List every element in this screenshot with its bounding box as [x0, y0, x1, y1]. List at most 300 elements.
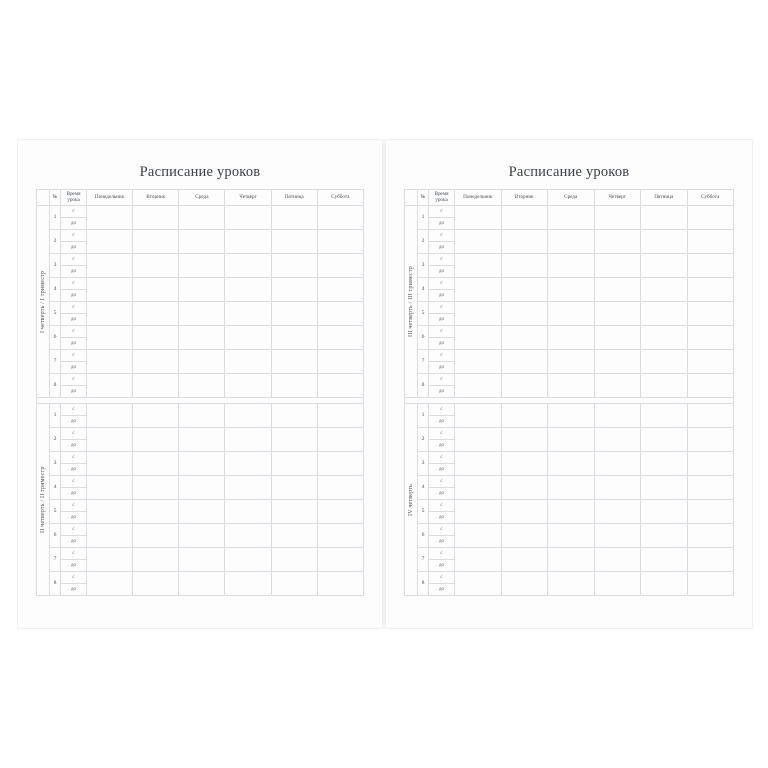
cell-saturday[interactable]: [687, 374, 734, 398]
cell-wednesday[interactable]: [548, 230, 595, 254]
lesson-number: 1: [418, 404, 429, 428]
lesson-number: 4: [50, 278, 61, 302]
time-from[interactable]: с: [61, 428, 87, 440]
table-row: [405, 404, 734, 416]
cell-monday[interactable]: [455, 278, 502, 302]
time-to[interactable]: до: [61, 338, 87, 350]
cell-tuesday[interactable]: [133, 404, 179, 428]
cell-saturday[interactable]: [687, 326, 734, 350]
cell-friday[interactable]: [271, 428, 317, 452]
time-from[interactable]: с: [61, 452, 87, 464]
cell-thursday[interactable]: [225, 404, 271, 428]
cell-tuesday[interactable]: [133, 572, 179, 596]
cell-thursday[interactable]: [225, 254, 271, 278]
cell-thursday[interactable]: [225, 500, 271, 524]
time-to[interactable]: до: [429, 242, 455, 254]
cell-friday[interactable]: [641, 350, 688, 374]
time-from[interactable]: с: [429, 404, 455, 416]
cell-tuesday[interactable]: [501, 206, 548, 230]
cell-monday[interactable]: [87, 350, 133, 374]
cell-thursday[interactable]: [594, 374, 641, 398]
cell-friday[interactable]: [271, 278, 317, 302]
cell-thursday[interactable]: [225, 452, 271, 476]
cell-wednesday[interactable]: [548, 350, 595, 374]
cell-wednesday[interactable]: [179, 374, 225, 398]
cell-wednesday[interactable]: [179, 428, 225, 452]
cell-saturday[interactable]: [317, 254, 363, 278]
cell-friday[interactable]: [271, 404, 317, 428]
cell-tuesday[interactable]: [133, 350, 179, 374]
cell-monday[interactable]: [455, 476, 502, 500]
cell-tuesday[interactable]: [133, 206, 179, 230]
cell-monday[interactable]: [455, 350, 502, 374]
cell-saturday[interactable]: [317, 278, 363, 302]
cell-tuesday[interactable]: [133, 230, 179, 254]
cell-thursday[interactable]: [225, 524, 271, 548]
cell-friday[interactable]: [641, 572, 688, 596]
cell-thursday[interactable]: [225, 326, 271, 350]
cell-friday[interactable]: [641, 302, 688, 326]
header-day-friday: Пятница: [641, 190, 688, 206]
time-to[interactable]: до: [429, 488, 455, 500]
table-row: [37, 254, 364, 266]
cell-saturday[interactable]: [687, 500, 734, 524]
cell-tuesday[interactable]: [501, 404, 548, 428]
cell-wednesday[interactable]: [548, 452, 595, 476]
time-to[interactable]: до: [429, 266, 455, 278]
cell-saturday[interactable]: [687, 254, 734, 278]
time-to[interactable]: до: [61, 512, 87, 524]
cell-wednesday[interactable]: [548, 572, 595, 596]
time-from[interactable]: с: [429, 374, 455, 386]
time-to[interactable]: до: [429, 314, 455, 326]
table-row: [405, 452, 734, 464]
cell-friday[interactable]: [271, 302, 317, 326]
table-row: [37, 476, 364, 488]
cell-friday[interactable]: [641, 500, 688, 524]
cell-friday[interactable]: [641, 524, 688, 548]
lesson-number: 8: [418, 572, 429, 596]
time-to[interactable]: до: [429, 464, 455, 476]
cell-friday[interactable]: [641, 326, 688, 350]
cell-saturday[interactable]: [687, 302, 734, 326]
cell-wednesday[interactable]: [179, 404, 225, 428]
cell-monday[interactable]: [87, 278, 133, 302]
table-row: [405, 500, 734, 512]
cell-friday[interactable]: [641, 428, 688, 452]
cell-wednesday[interactable]: [548, 278, 595, 302]
cell-tuesday[interactable]: [501, 500, 548, 524]
cell-wednesday[interactable]: [179, 206, 225, 230]
cell-monday[interactable]: [87, 476, 133, 500]
time-from[interactable]: с: [61, 374, 87, 386]
cell-thursday[interactable]: [225, 428, 271, 452]
cell-friday[interactable]: [271, 326, 317, 350]
cell-monday[interactable]: [455, 428, 502, 452]
time-to[interactable]: до: [429, 512, 455, 524]
time-from[interactable]: с: [61, 206, 87, 218]
header-lesson-time-line1: Время: [66, 190, 81, 197]
time-to[interactable]: до: [429, 338, 455, 350]
cell-tuesday[interactable]: [501, 524, 548, 548]
cell-tuesday[interactable]: [501, 230, 548, 254]
cell-wednesday[interactable]: [548, 476, 595, 500]
cell-tuesday[interactable]: [501, 452, 548, 476]
table-row: [37, 572, 364, 584]
time-to[interactable]: до: [61, 416, 87, 428]
cell-thursday[interactable]: [594, 476, 641, 500]
cell-tuesday[interactable]: [133, 326, 179, 350]
time-from[interactable]: с: [429, 524, 455, 536]
time-to[interactable]: до: [429, 362, 455, 374]
cell-thursday[interactable]: [594, 404, 641, 428]
cell-saturday[interactable]: [317, 476, 363, 500]
cell-tuesday[interactable]: [501, 326, 548, 350]
cell-wednesday[interactable]: [179, 500, 225, 524]
cell-thursday[interactable]: [594, 548, 641, 572]
lesson-number: 3: [418, 452, 429, 476]
cell-tuesday[interactable]: [133, 500, 179, 524]
time-to[interactable]: до: [61, 488, 87, 500]
cell-tuesday[interactable]: [501, 374, 548, 398]
cell-friday[interactable]: [641, 548, 688, 572]
cell-saturday[interactable]: [687, 524, 734, 548]
time-from[interactable]: с: [429, 428, 455, 440]
cell-saturday[interactable]: [687, 452, 734, 476]
cell-saturday[interactable]: [687, 428, 734, 452]
cell-wednesday[interactable]: [548, 500, 595, 524]
table-header-row-right: [405, 190, 734, 206]
cell-thursday[interactable]: [594, 278, 641, 302]
time-from[interactable]: с: [61, 476, 87, 488]
time-from[interactable]: с: [429, 206, 455, 218]
time-to[interactable]: до: [61, 584, 87, 596]
cell-wednesday[interactable]: [548, 524, 595, 548]
cell-monday[interactable]: [87, 428, 133, 452]
cell-thursday[interactable]: [594, 350, 641, 374]
time-to[interactable]: до: [429, 440, 455, 452]
table-row: [37, 230, 364, 242]
page-seam: [383, 140, 385, 628]
time-to[interactable]: до: [429, 290, 455, 302]
cell-saturday[interactable]: [317, 374, 363, 398]
time-from[interactable]: с: [61, 230, 87, 242]
cell-wednesday[interactable]: [548, 254, 595, 278]
cell-monday[interactable]: [87, 524, 133, 548]
time-from[interactable]: с: [429, 548, 455, 560]
cell-saturday[interactable]: [687, 548, 734, 572]
cell-wednesday[interactable]: [179, 572, 225, 596]
time-to[interactable]: до: [61, 440, 87, 452]
header-day-saturday: Суббота: [687, 190, 734, 206]
time-from[interactable]: с: [429, 476, 455, 488]
time-from[interactable]: с: [429, 230, 455, 242]
time-to[interactable]: до: [61, 290, 87, 302]
cell-saturday[interactable]: [687, 476, 734, 500]
table-row: [405, 230, 734, 242]
table-row: [405, 254, 734, 266]
time-from[interactable]: с: [61, 254, 87, 266]
table-row: [37, 374, 364, 386]
cell-saturday[interactable]: [317, 428, 363, 452]
table-row: [405, 326, 734, 338]
cell-thursday[interactable]: [594, 572, 641, 596]
cell-tuesday[interactable]: [501, 428, 548, 452]
cell-wednesday[interactable]: [548, 404, 595, 428]
time-from[interactable]: с: [429, 254, 455, 266]
cell-friday[interactable]: [271, 476, 317, 500]
cell-wednesday[interactable]: [179, 452, 225, 476]
lesson-number: 6: [418, 326, 429, 350]
cell-friday[interactable]: [271, 206, 317, 230]
cell-friday[interactable]: [271, 524, 317, 548]
time-to[interactable]: до: [429, 560, 455, 572]
cell-wednesday[interactable]: [548, 374, 595, 398]
cell-monday[interactable]: [87, 374, 133, 398]
time-to[interactable]: до: [61, 242, 87, 254]
time-from[interactable]: с: [429, 326, 455, 338]
cell-thursday[interactable]: [225, 476, 271, 500]
cell-monday[interactable]: [87, 326, 133, 350]
cell-tuesday[interactable]: [133, 374, 179, 398]
cell-thursday[interactable]: [225, 278, 271, 302]
lesson-number: 8: [418, 374, 429, 398]
cell-friday[interactable]: [641, 452, 688, 476]
cell-tuesday[interactable]: [501, 350, 548, 374]
cell-thursday[interactable]: [594, 206, 641, 230]
time-to[interactable]: до: [61, 314, 87, 326]
cell-thursday[interactable]: [225, 548, 271, 572]
cell-monday[interactable]: [87, 230, 133, 254]
table-row: [37, 500, 364, 512]
cell-monday[interactable]: [455, 230, 502, 254]
table-row: [37, 428, 364, 440]
lesson-number: 2: [50, 428, 61, 452]
cell-saturday[interactable]: [687, 350, 734, 374]
cell-tuesday[interactable]: [501, 476, 548, 500]
cell-saturday[interactable]: [317, 500, 363, 524]
cell-monday[interactable]: [87, 548, 133, 572]
schedule-table-left: [36, 189, 364, 596]
lesson-number: 5: [418, 500, 429, 524]
cell-monday[interactable]: [455, 254, 502, 278]
cell-friday[interactable]: [271, 452, 317, 476]
cell-wednesday[interactable]: [179, 302, 225, 326]
time-to[interactable]: до: [61, 218, 87, 230]
cell-monday[interactable]: [87, 500, 133, 524]
cell-saturday[interactable]: [687, 572, 734, 596]
cell-saturday[interactable]: [317, 230, 363, 254]
cell-thursday[interactable]: [594, 302, 641, 326]
table-row: [405, 350, 734, 362]
cell-friday[interactable]: [271, 254, 317, 278]
cell-thursday[interactable]: [594, 428, 641, 452]
cell-friday[interactable]: [641, 374, 688, 398]
cell-wednesday[interactable]: [179, 548, 225, 572]
cell-thursday[interactable]: [594, 254, 641, 278]
time-to[interactable]: до: [61, 536, 87, 548]
cell-friday[interactable]: [641, 476, 688, 500]
term-label-right-1: III четверть / III триместр: [405, 206, 418, 398]
cell-saturday[interactable]: [317, 326, 363, 350]
lesson-number: 3: [50, 254, 61, 278]
cell-wednesday[interactable]: [548, 326, 595, 350]
cell-wednesday[interactable]: [179, 524, 225, 548]
cell-saturday[interactable]: [687, 278, 734, 302]
time-from[interactable]: с: [61, 524, 87, 536]
cell-saturday[interactable]: [687, 206, 734, 230]
time-from[interactable]: с: [61, 302, 87, 314]
cell-saturday[interactable]: [687, 404, 734, 428]
cell-saturday[interactable]: [317, 404, 363, 428]
cell-wednesday[interactable]: [179, 278, 225, 302]
cell-saturday[interactable]: [317, 548, 363, 572]
time-to[interactable]: до: [429, 218, 455, 230]
time-to[interactable]: до: [61, 560, 87, 572]
cell-friday[interactable]: [641, 230, 688, 254]
table-row: [37, 350, 364, 362]
cell-wednesday[interactable]: [548, 206, 595, 230]
cell-thursday[interactable]: [594, 524, 641, 548]
time-from[interactable]: с: [429, 572, 455, 584]
right-page: [386, 140, 752, 628]
cell-saturday[interactable]: [317, 524, 363, 548]
cell-tuesday[interactable]: [133, 452, 179, 476]
cell-tuesday[interactable]: [133, 428, 179, 452]
header-day-thursday: Четверг: [225, 190, 271, 206]
cell-friday[interactable]: [271, 500, 317, 524]
cell-thursday[interactable]: [594, 452, 641, 476]
cell-monday[interactable]: [87, 206, 133, 230]
cell-friday[interactable]: [641, 404, 688, 428]
cell-saturday[interactable]: [317, 206, 363, 230]
cell-friday[interactable]: [271, 548, 317, 572]
time-from[interactable]: с: [429, 500, 455, 512]
cell-thursday[interactable]: [225, 206, 271, 230]
cell-wednesday[interactable]: [179, 230, 225, 254]
lesson-number: 8: [50, 572, 61, 596]
cell-monday[interactable]: [455, 524, 502, 548]
cell-friday[interactable]: [641, 206, 688, 230]
cell-tuesday[interactable]: [133, 278, 179, 302]
cell-monday[interactable]: [87, 452, 133, 476]
table-row: [37, 404, 364, 416]
cell-monday[interactable]: [87, 404, 133, 428]
time-to[interactable]: до: [429, 584, 455, 596]
cell-thursday[interactable]: [225, 230, 271, 254]
cell-friday[interactable]: [641, 278, 688, 302]
cell-monday[interactable]: [455, 326, 502, 350]
time-from[interactable]: с: [61, 278, 87, 290]
time-from[interactable]: с: [61, 548, 87, 560]
cell-wednesday[interactable]: [548, 428, 595, 452]
cell-tuesday[interactable]: [133, 476, 179, 500]
cell-friday[interactable]: [641, 254, 688, 278]
cell-monday[interactable]: [87, 254, 133, 278]
cell-saturday[interactable]: [317, 452, 363, 476]
cell-tuesday[interactable]: [501, 572, 548, 596]
cell-monday[interactable]: [455, 500, 502, 524]
time-to[interactable]: до: [429, 416, 455, 428]
cell-tuesday[interactable]: [501, 278, 548, 302]
cell-wednesday[interactable]: [179, 326, 225, 350]
cell-thursday[interactable]: [594, 500, 641, 524]
cell-saturday[interactable]: [687, 230, 734, 254]
lesson-number: 7: [418, 350, 429, 374]
cell-thursday[interactable]: [594, 326, 641, 350]
cell-monday[interactable]: [455, 404, 502, 428]
time-to[interactable]: до: [429, 536, 455, 548]
time-to[interactable]: до: [61, 386, 87, 398]
time-from[interactable]: с: [429, 302, 455, 314]
cell-thursday[interactable]: [225, 374, 271, 398]
cell-friday[interactable]: [271, 572, 317, 596]
time-from[interactable]: с: [61, 326, 87, 338]
time-to[interactable]: до: [429, 386, 455, 398]
time-to[interactable]: до: [61, 362, 87, 374]
cell-thursday[interactable]: [594, 230, 641, 254]
header-day-monday: Понедельник: [455, 190, 502, 206]
cell-friday[interactable]: [271, 350, 317, 374]
cell-monday[interactable]: [455, 548, 502, 572]
cell-thursday[interactable]: [225, 302, 271, 326]
cell-saturday[interactable]: [317, 572, 363, 596]
cell-thursday[interactable]: [225, 350, 271, 374]
lesson-number: 4: [418, 278, 429, 302]
time-to[interactable]: до: [61, 464, 87, 476]
cell-monday[interactable]: [455, 206, 502, 230]
time-from[interactable]: с: [429, 452, 455, 464]
cell-saturday[interactable]: [317, 302, 363, 326]
cell-wednesday[interactable]: [179, 254, 225, 278]
cell-tuesday[interactable]: [501, 254, 548, 278]
time-from[interactable]: с: [429, 350, 455, 362]
time-from[interactable]: с: [61, 500, 87, 512]
cell-monday[interactable]: [87, 572, 133, 596]
cell-tuesday[interactable]: [133, 302, 179, 326]
cell-tuesday[interactable]: [133, 254, 179, 278]
time-to[interactable]: до: [61, 266, 87, 278]
cell-tuesday[interactable]: [133, 548, 179, 572]
time-from[interactable]: с: [61, 404, 87, 416]
table-row: [37, 452, 364, 464]
cell-monday[interactable]: [455, 302, 502, 326]
cell-monday[interactable]: [455, 452, 502, 476]
lesson-number: 4: [418, 476, 429, 500]
cell-monday[interactable]: [87, 302, 133, 326]
cell-tuesday[interactable]: [501, 548, 548, 572]
cell-monday[interactable]: [455, 374, 502, 398]
cell-tuesday[interactable]: [501, 302, 548, 326]
lesson-number: 3: [50, 452, 61, 476]
cell-monday[interactable]: [455, 572, 502, 596]
cell-friday[interactable]: [271, 374, 317, 398]
table-row: [37, 326, 364, 338]
cell-friday[interactable]: [271, 230, 317, 254]
cell-wednesday[interactable]: [179, 350, 225, 374]
time-from[interactable]: с: [429, 278, 455, 290]
time-from[interactable]: с: [61, 350, 87, 362]
cell-tuesday[interactable]: [133, 524, 179, 548]
header-lesson-time-line2: урока: [435, 196, 448, 203]
time-from[interactable]: с: [61, 572, 87, 584]
cell-saturday[interactable]: [317, 350, 363, 374]
lesson-number: 1: [50, 206, 61, 230]
cell-thursday[interactable]: [225, 572, 271, 596]
cell-wednesday[interactable]: [179, 476, 225, 500]
cell-wednesday[interactable]: [548, 302, 595, 326]
cell-wednesday[interactable]: [548, 548, 595, 572]
